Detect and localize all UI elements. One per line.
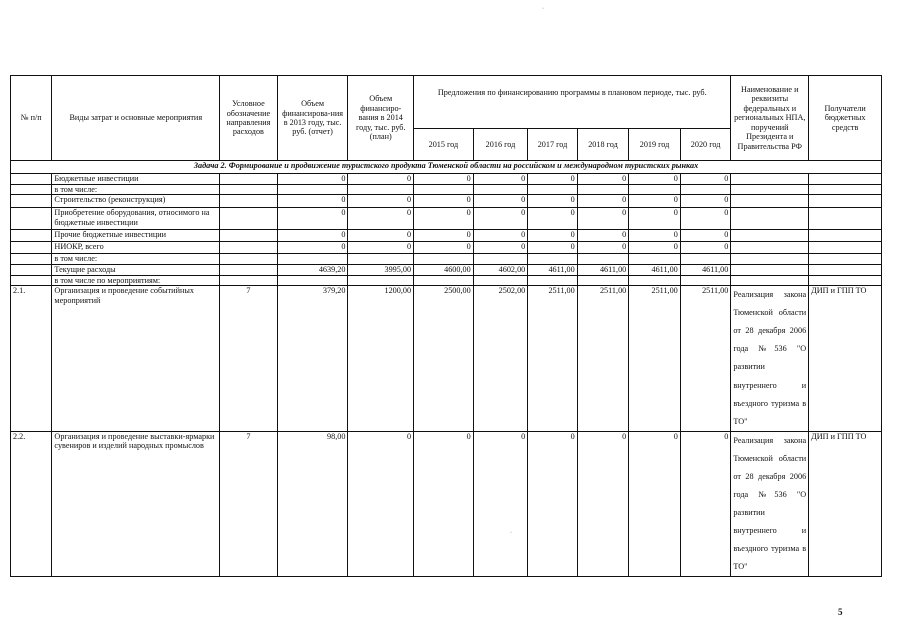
measure-no: 2.1. <box>11 286 52 431</box>
row-value: 0 <box>680 242 731 254</box>
scan-speck: · <box>510 530 512 536</box>
measure-value: 2511,00 <box>680 286 731 431</box>
row-value <box>629 254 681 264</box>
row-value: 0 <box>277 195 348 208</box>
row-value <box>577 185 629 195</box>
row-value: 4639,20 <box>277 264 348 275</box>
row-name: НИОКР, всего <box>52 242 220 254</box>
table-row <box>11 230 882 242</box>
header-plan: Предложения по финансированию программы в плановом периоде, тыс. руб. <box>414 76 731 129</box>
table-row <box>11 195 882 208</box>
row-value: 0 <box>348 208 414 230</box>
row-value: 0 <box>277 230 348 242</box>
measure-npa: Реализация закона Тюменской области от 28 декабря 2006 года №536 "О развитии внутреннего и въездного туризма в ТО" <box>731 431 809 576</box>
measure-row <box>11 431 882 576</box>
header-year: 2015 год <box>414 129 474 161</box>
row-value: 0 <box>348 195 414 208</box>
row-value: 0 <box>629 230 681 242</box>
row-value <box>577 275 629 285</box>
row-value: 0 <box>414 208 474 230</box>
page-number: 5 <box>838 607 843 617</box>
row-value: 0 <box>629 174 681 185</box>
table-row <box>11 275 882 285</box>
row-value: 0 <box>414 174 474 185</box>
scan-speck: · <box>542 6 544 12</box>
row-npa <box>731 242 809 254</box>
row-npa <box>731 208 809 230</box>
row-code <box>220 275 278 285</box>
measure-code: 7 <box>220 431 278 576</box>
row-value <box>680 185 731 195</box>
row-no <box>11 208 52 230</box>
row-value: 0 <box>528 230 578 242</box>
row-value <box>629 275 681 285</box>
row-npa <box>731 254 809 264</box>
header-year: 2020 год <box>680 129 731 161</box>
row-value: 0 <box>680 174 731 185</box>
measure-code: 7 <box>220 286 278 431</box>
row-value: 4611,00 <box>528 264 578 275</box>
row-value <box>528 254 578 264</box>
table-row <box>11 242 882 254</box>
row-value: 0 <box>528 195 578 208</box>
row-no <box>11 264 52 275</box>
header-year: 2019 год <box>629 129 681 161</box>
table-row <box>11 174 882 185</box>
row-recipient <box>809 174 882 185</box>
row-code <box>220 185 278 195</box>
row-value <box>277 254 348 264</box>
header-npa: Наименование и реквизиты федеральных и региональных НПА, поручений Президента и Правительства РФ <box>731 76 809 161</box>
row-value: 0 <box>680 195 731 208</box>
header-no: № п/п <box>11 76 52 161</box>
row-value: 0 <box>348 230 414 242</box>
row-value: 0 <box>577 242 629 254</box>
row-value <box>348 254 414 264</box>
row-recipient <box>809 230 882 242</box>
measure-value: 98,00 <box>277 431 348 576</box>
measure-name: Организация и проведение событийных мероприятий <box>52 286 220 431</box>
row-recipient <box>809 195 882 208</box>
measure-value: 0 <box>680 431 731 576</box>
row-value: 0 <box>414 242 474 254</box>
header-code: Условное обозначение направления расходов <box>220 76 278 161</box>
row-code <box>220 242 278 254</box>
table-row <box>11 185 882 195</box>
row-code <box>220 208 278 230</box>
row-value: 4602,00 <box>473 264 528 275</box>
row-value: 0 <box>473 195 528 208</box>
header-year: 2016 год <box>473 129 528 161</box>
header-recipient: Получатели бюджетных средств <box>809 76 882 161</box>
row-recipient <box>809 254 882 264</box>
measure-value: 2511,00 <box>629 286 681 431</box>
row-value: 0 <box>348 174 414 185</box>
row-name: Текущие расходы <box>52 264 220 275</box>
row-name: Приобретение оборудования, относимого на бюджетные инвестиции <box>52 208 220 230</box>
row-value: 0 <box>414 230 474 242</box>
row-value: 0 <box>277 174 348 185</box>
row-name: Бюджетные инвестиции <box>52 174 220 185</box>
measure-value: 0 <box>528 431 578 576</box>
row-value <box>577 254 629 264</box>
row-name: в том числе: <box>52 254 220 264</box>
budget-table <box>10 75 882 577</box>
row-value <box>348 185 414 195</box>
header-year: 2018 год <box>577 129 629 161</box>
task-title: Задача 2. Формирование и продвижение туристского продукта Тюменской области на российском и международном туристских рынках <box>11 161 882 174</box>
row-value: 0 <box>473 242 528 254</box>
header-year: 2017 год <box>528 129 578 161</box>
measure-value: 0 <box>473 431 528 576</box>
row-code <box>220 264 278 275</box>
row-no <box>11 242 52 254</box>
measure-value: 2511,00 <box>528 286 578 431</box>
row-value <box>277 185 348 195</box>
row-recipient <box>809 185 882 195</box>
row-code <box>220 230 278 242</box>
header-2013: Объем финансирова-ния в 2013 году, тыс. руб. (отчет) <box>277 76 348 161</box>
row-no <box>11 254 52 264</box>
row-value <box>629 185 681 195</box>
row-npa <box>731 174 809 185</box>
row-value: 0 <box>629 242 681 254</box>
table-row <box>11 254 882 264</box>
row-no <box>11 275 52 285</box>
row-value: 4611,00 <box>577 264 629 275</box>
header-row-1 <box>11 76 882 129</box>
table-row <box>11 208 882 230</box>
row-no <box>11 230 52 242</box>
row-recipient <box>809 208 882 230</box>
row-value: 0 <box>528 174 578 185</box>
row-value: 0 <box>577 208 629 230</box>
row-value: 0 <box>528 208 578 230</box>
measure-value: 379,20 <box>277 286 348 431</box>
row-value: 0 <box>528 242 578 254</box>
row-value: 0 <box>414 195 474 208</box>
row-value: 0 <box>348 242 414 254</box>
row-code <box>220 254 278 264</box>
row-value: 0 <box>680 230 731 242</box>
measure-value: 2502,00 <box>473 286 528 431</box>
row-value <box>414 254 474 264</box>
row-value: 0 <box>629 208 681 230</box>
row-recipient <box>809 264 882 275</box>
row-value: 0 <box>680 208 731 230</box>
row-no <box>11 195 52 208</box>
row-value: 0 <box>277 208 348 230</box>
task-row <box>11 161 882 174</box>
measure-value: 0 <box>348 431 414 576</box>
header-type: Виды затрат и основные мероприятия <box>52 76 220 161</box>
measure-no: 2.2. <box>11 431 52 576</box>
row-value <box>528 185 578 195</box>
row-value: 0 <box>473 208 528 230</box>
row-value <box>473 185 528 195</box>
row-value: 0 <box>577 174 629 185</box>
row-code <box>220 195 278 208</box>
row-value: 0 <box>629 195 681 208</box>
row-value <box>414 275 474 285</box>
row-value: 4611,00 <box>680 264 731 275</box>
row-name: в том числе: <box>52 185 220 195</box>
row-value <box>348 275 414 285</box>
row-name: Прочие бюджетные инвестиции <box>52 230 220 242</box>
table-row <box>11 264 882 275</box>
row-value: 0 <box>577 230 629 242</box>
measure-name: Организация и проведение выставки-ярмарки сувениров и изделий народных промыслов <box>52 431 220 576</box>
measure-row <box>11 286 882 431</box>
measure-npa: Реализация закона Тюменской области от 28 декабря 2006 года №536 "О развитии внутреннего и въездного туризма в ТО" <box>731 286 809 431</box>
row-value: 0 <box>473 174 528 185</box>
row-value: 0 <box>277 242 348 254</box>
row-npa <box>731 185 809 195</box>
row-npa <box>731 264 809 275</box>
row-npa <box>731 230 809 242</box>
measure-value: 0 <box>414 431 474 576</box>
row-value: 3995,00 <box>348 264 414 275</box>
header-2014: Объем финансиро-вания в 2014 году, тыс. руб. (план) <box>348 76 414 161</box>
measure-recipient: ДИП и ГПП ТО <box>809 431 882 576</box>
row-npa <box>731 195 809 208</box>
row-value <box>473 254 528 264</box>
row-no <box>11 185 52 195</box>
row-value <box>473 275 528 285</box>
measure-value: 0 <box>577 431 629 576</box>
measure-value: 1200,00 <box>348 286 414 431</box>
row-recipient <box>809 275 882 285</box>
measure-value: 2511,00 <box>577 286 629 431</box>
row-recipient <box>809 242 882 254</box>
row-value: 4600,00 <box>414 264 474 275</box>
row-value <box>680 254 731 264</box>
row-name: Строительство (реконструкция) <box>52 195 220 208</box>
row-value <box>414 185 474 195</box>
row-code <box>220 174 278 185</box>
row-value <box>528 275 578 285</box>
row-no <box>11 174 52 185</box>
measure-value: 2500,00 <box>414 286 474 431</box>
row-npa <box>731 275 809 285</box>
row-value <box>680 275 731 285</box>
measure-recipient: ДИП и ГПП ТО <box>809 286 882 431</box>
row-value: 0 <box>577 195 629 208</box>
row-value: 4611,00 <box>629 264 681 275</box>
measure-value: 0 <box>629 431 681 576</box>
row-name: в том числе по мероприятиям: <box>52 275 220 285</box>
row-value: 0 <box>473 230 528 242</box>
row-value <box>277 275 348 285</box>
